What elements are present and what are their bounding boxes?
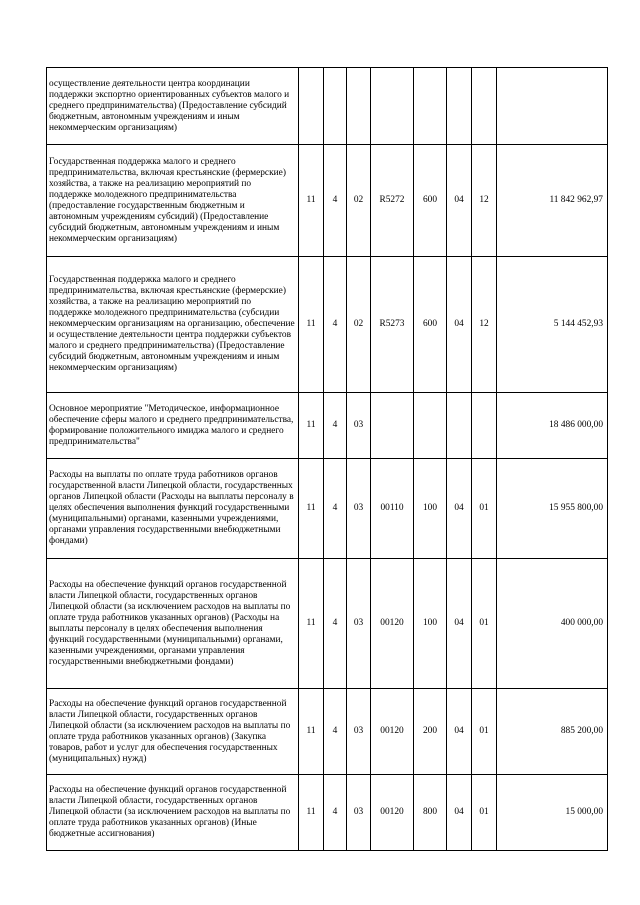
subsection-code: 12 (472, 257, 497, 393)
subsection-code (472, 68, 497, 145)
program-code (299, 68, 324, 145)
direction-code: 00120 (371, 689, 414, 775)
activity-code: 02 (347, 145, 371, 257)
amount (497, 68, 608, 145)
row-description: осуществление деятельности центра координации поддержки экспортно ориентированных субъектов малого и среднего предпринимательства) (Предоставление субсидий бюджетным, автономным учреждениям и иным некоммерческим организациям) (47, 68, 299, 145)
subsection-code: 01 (472, 559, 497, 689)
row-description: Государственная поддержка малого и среднего предпринимательства, включая крестьянские (фермерские) хозяйства, а также на реализацию мероприятий по поддержке молодежного предпринимательства (субсидии некоммерческим организациям на организацию, обеспечение и осуществление деятельности центра поддержки субъектов малого и среднего предпринимательства) (Предоставление субсидий бюджетным, автономным учреждениям и иным некоммерческим организациям) (47, 257, 299, 393)
section-code: 04 (447, 559, 472, 689)
program-code: 11 (299, 257, 324, 393)
direction-code: 00110 (371, 459, 414, 559)
expense-type-code (414, 393, 447, 459)
program-code: 11 (299, 689, 324, 775)
activity-code: 03 (347, 775, 371, 851)
direction-code: 00120 (371, 775, 414, 851)
table-row (47, 393, 608, 459)
amount: 5 144 452,93 (497, 257, 608, 393)
expense-type-code: 100 (414, 459, 447, 559)
activity-code: 03 (347, 393, 371, 459)
direction-code: R5273 (371, 257, 414, 393)
subsection-code: 01 (472, 459, 497, 559)
table-row (47, 68, 608, 145)
direction-code (371, 68, 414, 145)
program-code: 11 (299, 559, 324, 689)
table-row (47, 257, 608, 393)
section-code: 04 (447, 459, 472, 559)
expense-type-code: 600 (414, 257, 447, 393)
amount: 11 842 962,97 (497, 145, 608, 257)
subsection-code (472, 393, 497, 459)
expense-type-code: 100 (414, 559, 447, 689)
subprogram-code: 4 (324, 689, 347, 775)
subprogram-code: 4 (324, 459, 347, 559)
expense-type-code: 600 (414, 145, 447, 257)
subprogram-code: 4 (324, 393, 347, 459)
expense-type-code (414, 68, 447, 145)
budget-table (46, 67, 608, 851)
row-description: Расходы на выплаты по оплате труда работников органов государственной власти Липецкой области, государственных органов Липецкой области (Расходы на выплаты персоналу в целях обеспечения выполнения функций государственными (муниципальными) органами, казенными учреждениями, органами управления государственными внебюджетными фондами) (47, 459, 299, 559)
section-code (447, 68, 472, 145)
subprogram-code: 4 (324, 145, 347, 257)
table-row (47, 459, 608, 559)
subsection-code: 01 (472, 775, 497, 851)
row-description: Расходы на обеспечение функций органов государственной власти Липецкой области, государственных органов Липецкой области (за исключением расходов на выплаты по оплате труда работников указанных органов) (Расходы на выплаты персоналу в целях обеспечения выполнения функций государственными (муниципальными) органами, казенными учреждениями, органами управления государственными внебюджетными фондами) (47, 559, 299, 689)
activity-code: 03 (347, 689, 371, 775)
section-code (447, 393, 472, 459)
subprogram-code: 4 (324, 775, 347, 851)
direction-code (371, 393, 414, 459)
row-description: Основное мероприятие "Методическое, информационное обеспечение сферы малого и среднего предпринимательства, формирование положительного имиджа малого и среднего предпринимательства" (47, 393, 299, 459)
amount: 18 486 000,00 (497, 393, 608, 459)
subsection-code: 12 (472, 145, 497, 257)
subsection-code: 01 (472, 689, 497, 775)
section-code: 04 (447, 775, 472, 851)
subprogram-code (324, 68, 347, 145)
activity-code: 03 (347, 459, 371, 559)
amount: 15 000,00 (497, 775, 608, 851)
table-row (47, 775, 608, 851)
activity-code: 03 (347, 559, 371, 689)
amount: 885 200,00 (497, 689, 608, 775)
table-row (47, 689, 608, 775)
amount: 15 955 800,00 (497, 459, 608, 559)
section-code: 04 (447, 145, 472, 257)
subprogram-code: 4 (324, 257, 347, 393)
activity-code: 02 (347, 257, 371, 393)
direction-code: R5272 (371, 145, 414, 257)
program-code: 11 (299, 459, 324, 559)
row-description: Расходы на обеспечение функций органов государственной власти Липецкой области, государственных органов Липецкой области (за исключением расходов на выплаты по оплате труда работников указанных органов) (Иные бюджетные ассигнования) (47, 775, 299, 851)
direction-code: 00120 (371, 559, 414, 689)
row-description: Расходы на обеспечение функций органов государственной власти Липецкой области, государственных органов Липецкой области (за исключением расходов на выплаты по оплате труда работников указанных органов) (Закупка товаров, работ и услуг для обеспечения государственных (муниципальных) нужд) (47, 689, 299, 775)
section-code: 04 (447, 257, 472, 393)
row-description: Государственная поддержка малого и среднего предпринимательства, включая крестьянские (фермерские) хозяйства, а также на реализацию мероприятий по поддержке молодежного предпринимательства (предоставление государственным бюджетным и автономным учреждениям субсидий) (Предоставление субсидий бюджетным, автономным учреждениям и иным некоммерческим организациям) (47, 145, 299, 257)
expense-type-code: 800 (414, 775, 447, 851)
program-code: 11 (299, 145, 324, 257)
table-row (47, 145, 608, 257)
expense-type-code: 200 (414, 689, 447, 775)
table-row (47, 559, 608, 689)
amount: 400 000,00 (497, 559, 608, 689)
program-code: 11 (299, 393, 324, 459)
activity-code (347, 68, 371, 145)
subprogram-code: 4 (324, 559, 347, 689)
section-code: 04 (447, 689, 472, 775)
program-code: 11 (299, 775, 324, 851)
